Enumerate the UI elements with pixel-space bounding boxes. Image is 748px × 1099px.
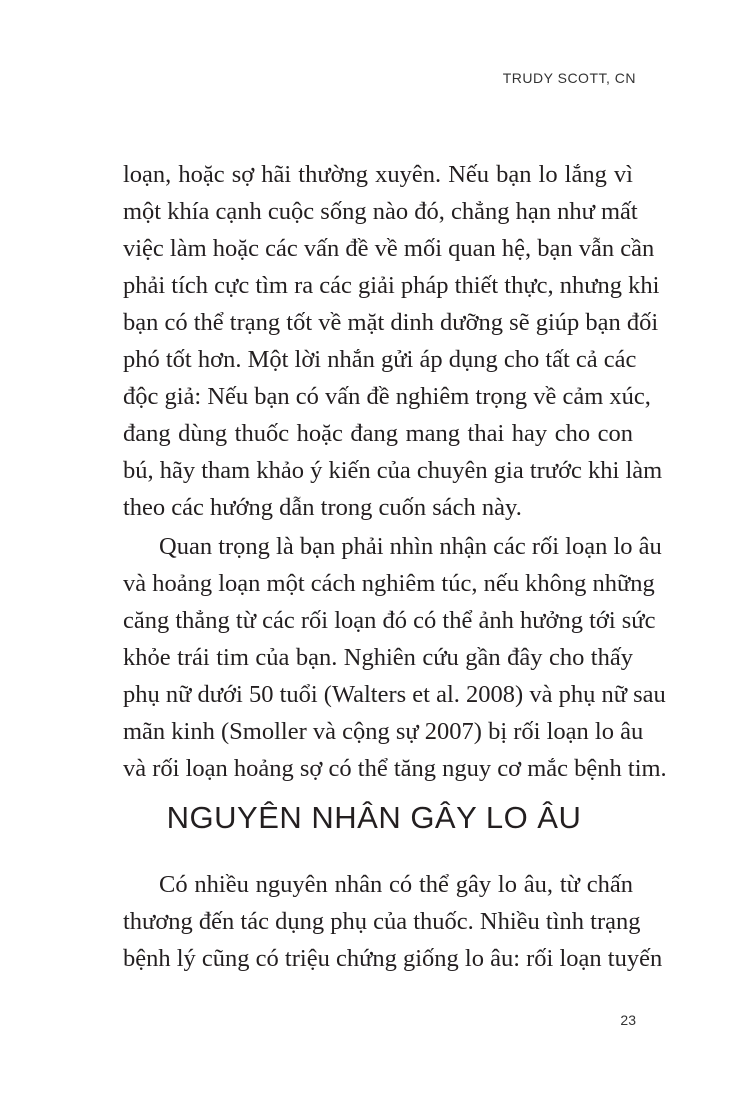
text-line: Có nhiều nguyên nhân có thể gây lo âu, từ chấn (159, 871, 633, 898)
text-line: bạn có thể trạng tốt về mặt dinh dưỡng sẽ giúp bạn đối (123, 309, 659, 336)
text-line: độc giả: Nếu bạn có vấn đề nghiêm trọng về cảm xúc, (123, 383, 651, 410)
text-line: và rối loạn hoảng sợ có thể tăng nguy cơ mắc bệnh tim. (123, 755, 667, 782)
text-line: mãn kinh (Smoller và cộng sự 2007) bị rối loạn lo âu (123, 718, 644, 745)
text-line: đang dùng thuốc hoặc đang mang thai hay cho con (123, 420, 633, 447)
text-line: khỏe trái tim của bạn. Nghiên cứu gần đây cho thấy (123, 644, 633, 671)
paragraph-2 (123, 528, 667, 787)
paragraph-3 (123, 866, 663, 977)
text-line: thương đến tác dụng phụ của thuốc. Nhiều tình trạng (123, 908, 641, 935)
text-line: phải tích cực tìm ra các giải pháp thiết thực, nhưng khi (123, 272, 660, 299)
text-line: bệnh lý cũng có triệu chứng giống lo âu: rối loạn tuyến (123, 945, 663, 972)
section-heading: NGUYÊN NHÂN GÂY LO ÂU (166, 800, 582, 835)
text-line: một khía cạnh cuộc sống nào đó, chẳng hạn như mất (123, 198, 638, 225)
page-number: 23 (620, 1012, 636, 1028)
text-line: theo các hướng dẫn trong cuốn sách này. (123, 494, 522, 521)
text-line: và hoảng loạn một cách nghiêm túc, nếu không những (123, 570, 655, 597)
text-line: phó tốt hơn. Một lời nhắn gửi áp dụng cho tất cả các (123, 346, 637, 373)
text-line: bú, hãy tham khảo ý kiến của chuyên gia trước khi làm (123, 457, 663, 484)
text-line: căng thẳng từ các rối loạn đó có thể ảnh hưởng tới sức (123, 607, 656, 634)
paragraph-1 (123, 156, 663, 526)
text-line: Quan trọng là bạn phải nhìn nhận các rối loạn lo âu (159, 533, 662, 560)
text-line: phụ nữ dưới 50 tuổi (Walters et al. 2008) và phụ nữ sau (123, 681, 666, 708)
running-head: TRUDY SCOTT, CN (502, 70, 636, 86)
text-line: việc làm hoặc các vấn đề về mối quan hệ, bạn vẫn cần (123, 235, 655, 262)
text-line: loạn, hoặc sợ hãi thường xuyên. Nếu bạn lo lắng vì (123, 161, 633, 188)
